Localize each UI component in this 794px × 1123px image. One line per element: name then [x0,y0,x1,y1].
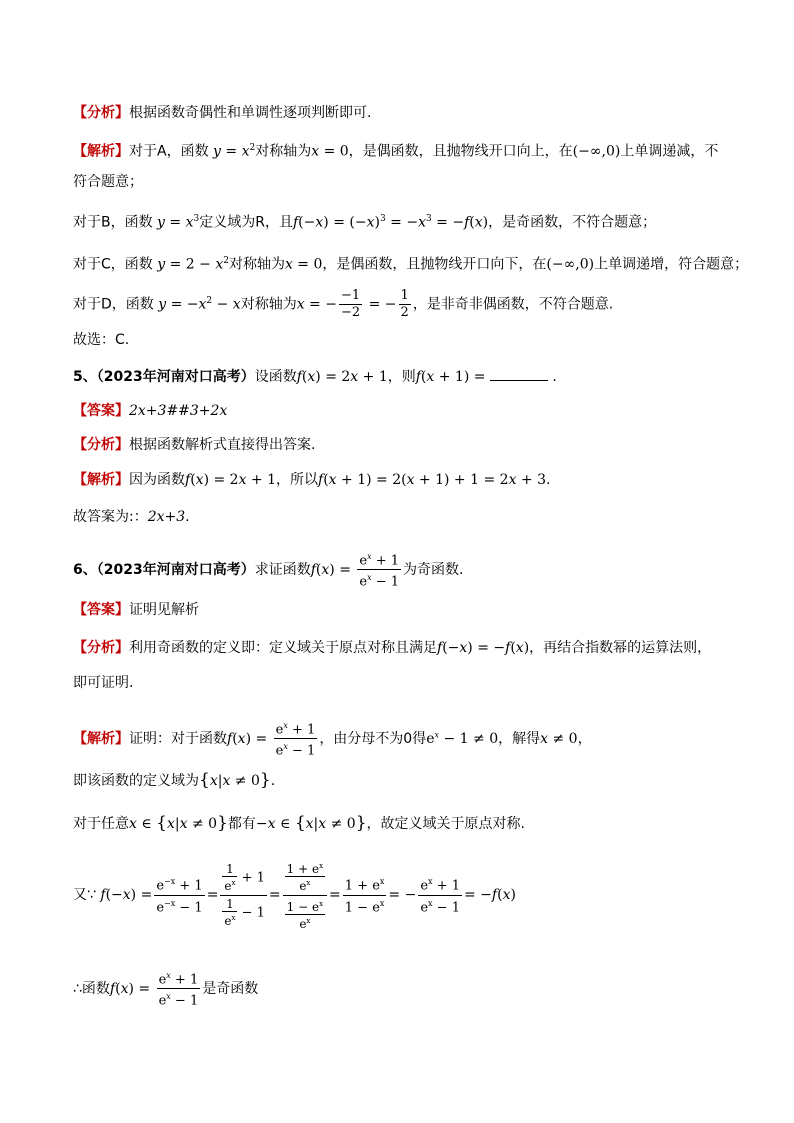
q4-sol-c-text3: ，是偶函数，且抛物线开口向下，在 [322,256,547,273]
q6-stem: 6、（2023年河南对口高考）求证函数f(x) = $\frac{e^x + 1}{e^x - 1}$ 为奇函数. [73,549,463,591]
formula: x [311,143,320,160]
q6-analysis-text: 利用奇函数的定义即：定义域关于原点对称且满足 [129,640,437,656]
fraction: $\frac{1}{e^x}$ + 1 $\frac{1}{e^x}$ − 1 [220,863,267,928]
q4-solution-c: 对于C，函数 $y = 2 - x^2$对称轴为x = 0，是偶函数，且抛物线开口向下，在(−∞,0)上单调递增，符合题意； [73,256,749,273]
q4-choice-text: 故选：C. [73,332,130,348]
fraction: $\frac{-1}{-2}$ [340,288,361,320]
fraction: $\frac{1}{2}$ [400,288,409,320]
q6-conclusion: ∴函数f(x) = $\frac{e^x + 1}{e^x - 1}$ 是奇函数 [73,968,258,1010]
q5-sol-text: 因为函数 [129,472,185,488]
q4-sol-a-text2: 对称轴为 [255,143,312,160]
q4-sol-b-text2: 定义域为R，且 [199,214,293,231]
fraction: $\frac{e^x + 1}{e^x - 1}$ [357,549,401,591]
analysis-tag: 【分析】 [73,437,129,453]
q6-analysis-text3: 即可证明. [73,675,134,691]
q6-analysis-text2: ，再结合指数幂的运算法则， [529,640,712,656]
q6-any-text2: 都有 [227,816,256,832]
q5-sol-text2: ，所以 [276,472,319,488]
q6-sol-text3: ，解得 [498,730,541,747]
solution-tag: 【解析】 [73,472,129,488]
q4-sol-a-text5: 符合题意； [73,174,143,190]
q6-since-text: 又∵ [73,887,96,903]
answer-tag: 【答案】 [73,602,129,618]
fraction: $\frac{e^{-x} + 1}{e^{-x} - 1}$ [154,874,204,916]
q4-sol-d-text: 对于D，函数 [73,296,154,313]
q6-solution: 【解析】证明：对于函数f(x) = $\frac{e^x + 1}{e^x - 1}$ ，由分母不为0得$e^x - 1 \ne 0$，解得x ≠ 0， [73,718,592,760]
q6-any-text3: ，故定义域关于原点对称. [366,816,525,832]
q4-choice [73,330,129,350]
formula: x [284,256,293,273]
q6-domain-text: 即该函数的定义域为 [73,773,199,789]
fraction: $\frac{e^x + 1}{e^x - 1}$ [274,718,318,760]
q4-sol-a-text: 对于A，函数 [129,143,209,160]
q5-final-value: 2x+3 [147,509,186,525]
q4-solution-a-cont [73,172,143,192]
formula: y [152,256,166,273]
q5-answer [73,401,227,421]
formula: y [152,214,165,231]
analysis-tag: 【分析】 [73,105,129,121]
q5-analysis-text: 根据函数解析式直接得出答案. [129,437,316,453]
q6-conclude-text2: 是奇函数 [202,980,259,997]
q5-stem: 5、（2023年河南对口高考）设函数f(x) = 2x + 1，则f(x + 1) = . [73,366,557,387]
q4-solution-a: 【解析】对于A，函数 $y = x^2$对称轴为x = 0，是偶函数，且抛物线开口向上，在(−∞,0)上单调递减，不 [73,143,719,160]
question-source: （2023年河南对口高考） [96,369,255,385]
q6-any: 对于任意x ∈ {x|x ≠ 0}都有−x ∈ {x|x ≠ 0}，故定义域关于原点对称. [73,813,525,833]
fraction: $\frac{e^x + 1}{e^x - 1}$ [157,968,201,1010]
q6-derivation: 又∵ f (− x ) = $\frac{e^{-x} + 1}{e^{-x} - 1}$ = $\frac{1}{e^x}$ + 1 $\frac{1}{e^x}$ − 1 = $\frac{\frac{1 + e^x}{e^x}}{\frac{1 - e^x}{e^x}}$ = $\frac{1 + e^x}{1 - e^x}$ = − $\frac{e^x + 1}{e^x - 1}$ = − f ( x ) [73,861,516,931]
q4-sol-c-text2: 对称轴为 [228,256,285,273]
q4-analysis-line [73,103,371,123]
q6-analysis-cont [73,673,133,693]
q4-sol-c-text: 对于C，函数 [73,256,153,273]
formula: y [153,296,167,313]
q5-solution: 【解析】因为函数f(x) = 2x + 1，所以f(x + 1) = 2(x + 1) + 1 = 2x + 3. [73,472,551,488]
q4-sol-b-text: 对于B，函数 [73,214,153,231]
formula: y [208,143,221,160]
q6-domain: 即该函数的定义域为{x|x ≠ 0}. [73,770,276,790]
q6-stem-text2: 为奇函数. [403,561,464,578]
q5-stem-text: 设函数 [254,369,297,385]
q4-sol-a-text4: 上单调递减，不 [620,143,719,160]
q4-solution-b: 对于B，函数 $y = x^3$定义域为R，且$f(-x) = (-x)^3 = -x^3 = -f(x)$，是奇函数，不符合题意； [73,214,657,231]
fraction: $\frac{1 + e^x}{1 - e^x}$ [343,874,387,916]
q6-stem-text: 求证函数 [254,561,311,578]
q5-stem-text2: ，则 [387,369,416,385]
q4-solution-d: 对于D，函数 $y = -x^2 - x$对称轴为x = − $\frac{-1}{-2}$ = − $\frac{1}{2}$ ，是非奇非偶函数，不符合题意. [73,288,614,320]
answer-blank [490,366,548,381]
formula: f [296,369,302,385]
q4-analysis-text: 根据函数奇偶性和单调性逐项判断即可. [129,105,372,121]
q4-sol-b-text3: ，是奇函数，不符合题意； [488,214,657,231]
q6-any-text: 对于任意 [73,816,129,832]
q6-answer [73,600,199,620]
solution-tag: 【解析】 [73,730,129,747]
question-number: 5、 [73,369,97,385]
q5-analysis [73,435,315,455]
q5-final: 故答案为:：2x+3. [73,509,190,525]
q6-analysis: 【分析】利用奇函数的定义即：定义域关于原点对称且满足f(−x) = −f(x)，再结合指数幂的运算法则， [73,640,712,656]
formula: f [292,214,299,231]
fraction: $\frac{e^x + 1}{e^x - 1}$ [418,874,462,916]
question-source: （2023年河南对口高考） [96,561,255,578]
interval: (−∞,0) [546,256,595,273]
fraction: $\frac{\frac{1 + e^x}{e^x}}{\frac{1 - e^x}{e^x}}$ [283,860,327,931]
analysis-tag: 【分析】 [73,640,129,656]
answer-tag: 【答案】 [73,403,129,419]
q4-sol-d-text2: 对称轴为 [240,296,297,313]
formula: f [185,472,191,488]
q6-conclude-text: ∴函数 [73,980,110,997]
q5-answer-value: 2x+3##3+2x [129,403,228,419]
solution-tag: 【解析】 [73,143,129,160]
q6-answer-text: 证明见解析 [129,602,199,618]
q4-sol-a-text3: ，是偶函数，且抛物线开口向上，在 [348,143,573,160]
question-number: 6、 [73,561,97,578]
q6-sol-text: 证明：对于函数 [129,730,227,747]
q4-sol-c-text4: 上单调递增，符合题意； [594,256,749,273]
q6-sol-text2: ，由分母不为0得 [319,730,427,747]
interval: (−∞,0) [572,143,621,160]
q5-final-text: 故答案为:： [73,509,148,525]
q4-sol-d-text3: ，是非奇非偶函数，不符合题意. [412,296,614,313]
